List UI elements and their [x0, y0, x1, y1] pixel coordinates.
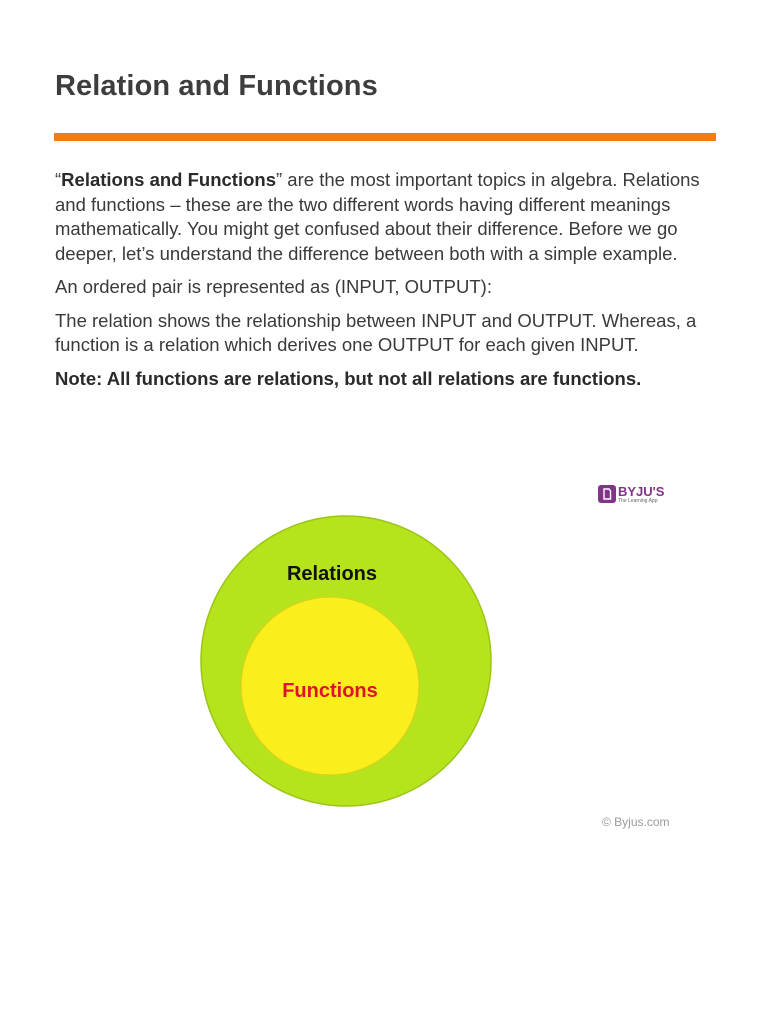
- byjus-logo: [598, 483, 664, 505]
- relations-label: Relations: [286, 563, 378, 585]
- byjus-logo-mark: [598, 485, 616, 503]
- intro-paragraph: [55, 168, 719, 266]
- logo-name: BYJU'S: [618, 483, 665, 499]
- copyright-text: © Byjus.com: [602, 815, 670, 829]
- venn-diagram: [190, 476, 680, 841]
- intro-text: are the most important topics in algebra. Relations and functions – these are the two different words having different meanings mathematically. You might get confused about their difference. Before we go deeper, let’s understand the difference between both with a simple example.: [55, 169, 700, 264]
- title-divider: [54, 133, 716, 141]
- article-body: [55, 168, 719, 400]
- functions-label: Functions: [282, 680, 378, 702]
- note-paragraph: Note: All functions are relations, but not all relations are functions.: [55, 367, 642, 389]
- relation-explanation-paragraph: The relation shows the relationship between INPUT and OUTPUT. Whereas, a function is a relation which derives one OUTPUT for each given INPUT.: [55, 309, 697, 355]
- logo-tagline: The Learning App: [618, 497, 658, 504]
- open-quote: “: [55, 169, 62, 190]
- close-quote: ”: [276, 169, 283, 190]
- page-title: Relation and Functions: [55, 70, 378, 102]
- bold-term: Relations and Functions: [61, 169, 276, 190]
- ordered-pair-paragraph: An ordered pair is represented as (INPUT, OUTPUT):: [55, 276, 492, 297]
